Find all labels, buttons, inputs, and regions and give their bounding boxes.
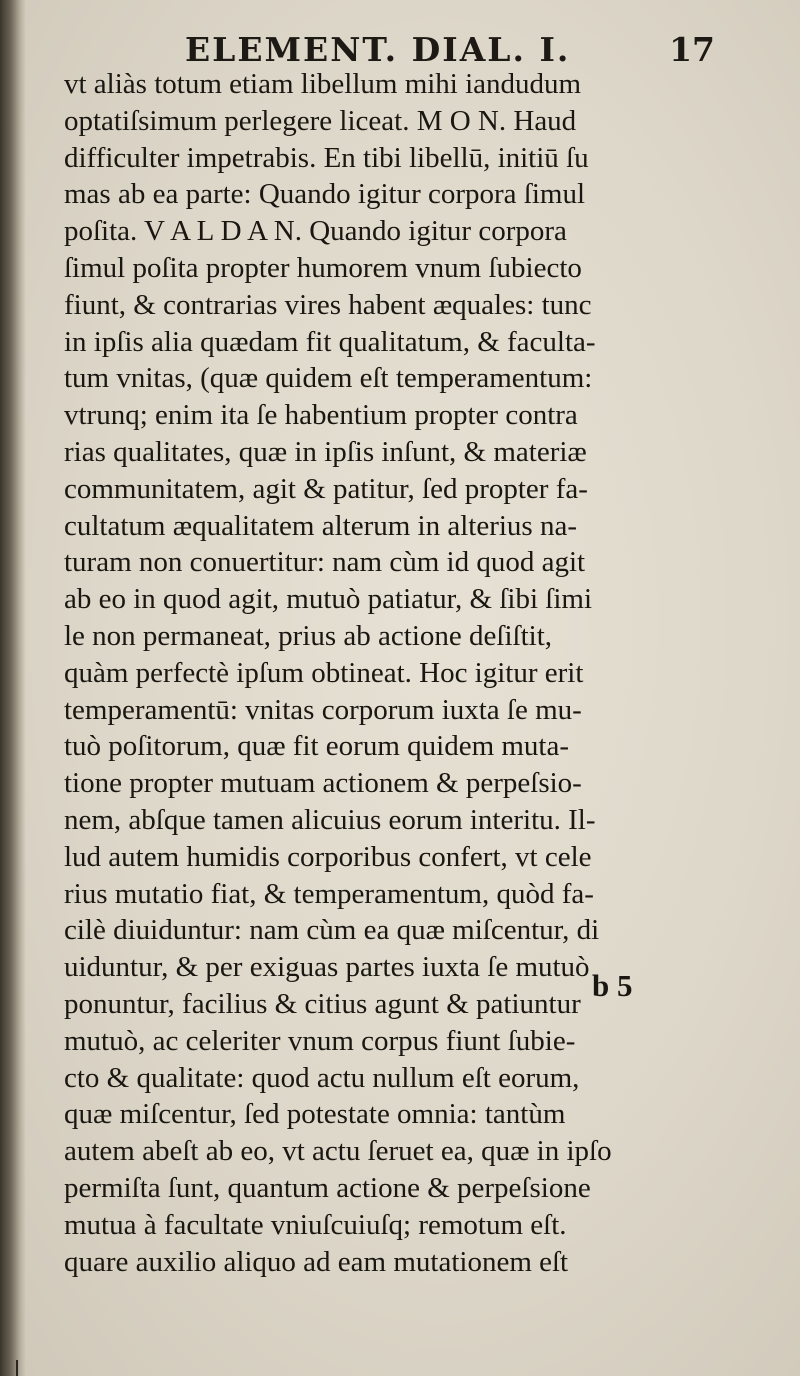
text-line: tuò poſitorum, quæ fit eorum quidem muta- xyxy=(64,730,570,763)
text-line: vtrunq; enim ita ſe habentium propter contra xyxy=(64,399,578,432)
text-line: rias qualitates, quæ in ipſis inſunt, & materiæ xyxy=(64,435,587,468)
text-line: autem abeſt ab eo, vt actu ſeruet ea, quæ in ipſo xyxy=(64,1135,612,1168)
body-text xyxy=(64,66,714,1280)
text-line: cultatum æqualitatem alterum in alterius na- xyxy=(64,509,577,542)
text-line: tione propter mutuam actionem & perpeſsio- xyxy=(64,767,582,800)
text-line: mas ab ea parte: Quando igitur corpora ſimul xyxy=(64,178,586,211)
text-line: cto & qualitate: quod actu nullum eſt eorum, xyxy=(64,1061,580,1094)
text-line: poſita. V A L D A N. Quando igitur corpora xyxy=(64,215,567,248)
text-line: ſimul poſita propter humorem vnum ſubiecto xyxy=(64,251,582,284)
text-line: uiduntur, & per exiguas partes iuxta ſe mutuò xyxy=(64,951,590,984)
text-line: quàm perfectè ipſum obtineat. Hoc igitur erit xyxy=(64,656,584,689)
running-head: ELEMENT. DIAL. I. xyxy=(185,30,571,69)
signature-mark: b 5 xyxy=(592,968,633,1003)
text-line: quare auxilio aliquo ad eam mutationem eſt xyxy=(64,1245,569,1278)
text-line: mutua à facultate vniuſcuiuſq; remotum eſt. xyxy=(64,1208,567,1241)
text-line: communitatem, agit & patitur, ſed propter fa- xyxy=(64,472,588,505)
text-line: difficulter impetrabis. En tibi libellū, initiū ſu xyxy=(64,141,589,174)
text-line: rius mutatio fiat, & temperamentum, quòd fa- xyxy=(64,877,594,910)
text-line: permiſta ſunt, quantum actione & perpeſsione xyxy=(64,1171,591,1204)
page-number: 17 xyxy=(669,30,715,69)
binding-gutter xyxy=(0,0,26,1376)
text-line: nem, abſque tamen alicuius eorum interitu. Il- xyxy=(64,803,596,836)
gutter-mark xyxy=(16,1360,18,1376)
text-line: fiunt, & contrarias vires habent æquales: tunc xyxy=(64,288,592,321)
text-line: tum vnitas, (quæ quidem eſt temperamentum: xyxy=(64,362,593,395)
text-line: ab eo in quod agit, mutuò patiatur, & ſibi ſimi xyxy=(64,583,593,616)
text-line: cilè diuiduntur: nam cùm ea quæ miſcentur, di xyxy=(64,914,600,947)
page-header xyxy=(185,30,715,70)
text-line: mutuò, ac celeriter vnum corpus fiunt ſubie- xyxy=(64,1024,576,1057)
text-line: quæ miſcentur, ſed potestate omnia: tantùm xyxy=(64,1098,566,1131)
text-line: temperamentū: vnitas corporum iuxta ſe mu- xyxy=(64,693,582,726)
text-line: le non permaneat, prius ab actione deſiſtit, xyxy=(64,619,553,652)
text-line: vt aliàs totum etiam libellum mihi iandudum xyxy=(64,68,582,100)
text-line: in ipſis alia quædam fit qualitatum, & faculta- xyxy=(64,325,596,358)
text-line: ponuntur, facilius & citius agunt & patiuntur xyxy=(64,987,581,1020)
text-line: turam non conuertitur: nam cùm id quod agit xyxy=(64,546,586,579)
text-line: lud autem humidis corporibus confert, vt cele xyxy=(64,840,592,873)
text-line: optatiſsimum perlegere liceat. M O N. Haud xyxy=(64,104,577,137)
